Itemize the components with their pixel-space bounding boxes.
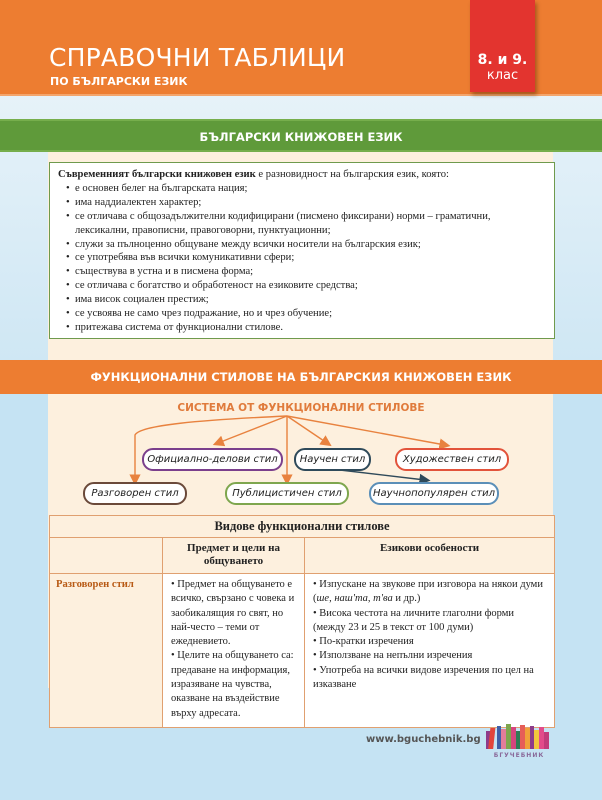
arrow-scientific-to-popular [340,470,425,480]
publisher-logo [484,722,558,762]
feature-item: • По-кратки изречения [313,636,414,648]
list-item: • има наддиалектен характер; [66,196,546,210]
literary-language-box [49,162,555,339]
section-heading-functional-styles: ФУНКЦИОНАЛНИ СТИЛОВЕ НА БЪЛГАРСКИЯ КНИЖОВЕН ЕЗИК [0,360,602,394]
grade-label: клас [486,68,519,83]
list-item: • притежава система от функционални стилове. [66,321,546,335]
arrow-to-artistic [287,416,445,445]
row-style-name: Разговорен стил [50,574,163,728]
feature-text: • Изпускане на звукове при изговора на някои думи ( [313,579,543,605]
feature-item [313,578,548,607]
list-item: • е основен белег на българската нация; [66,182,546,196]
list-item: • се отличава с общозадължителни кодифицирани (писмено фиксирани) норми – граматични, лексикални, правописни, правоговорни, пунктуационни; [66,210,546,238]
styles-table [49,515,555,728]
page-title: СПРАВОЧНИ ТАБЛИЦИ [49,43,346,72]
subject-item: • Предмет на общуването е всичко, свързано с човека и заобикалящия го свят, но най-често – теми от ежедневието. [171,579,295,648]
logo-text: БГУЧЕБНИК [493,752,545,759]
feature-text: и др.) [392,593,421,605]
node-publicistic-style: Публицистичен стил [225,482,349,505]
lead-bold: Съвременният български книжовен език [58,169,256,180]
table-row [50,574,555,728]
grade-number: 8. и 9. [477,52,528,68]
list-item: • служи за пълноценно общуване между всички носители на българския език; [66,238,546,252]
list-item: • се отличава с богатство и обработеност на езиковите средства; [66,279,546,293]
feature-item: • Употреба на всички видове изречения по цел на изказване [313,664,534,691]
goals-item: • Целите на общуването са: предаване на информация, изразяване на чувства, оказване на въздействие върху адресата. [171,650,294,719]
feature-examples: ше, наш'та, т'ва [316,593,393,605]
list-item: • съществува в устна и в писмена форма; [66,265,546,279]
list-item: • има висок социален престиж; [66,293,546,307]
publisher-url[interactable]: www.bguchebnik.bg [366,734,481,745]
subject-goals-cell [163,574,305,728]
grade-badge [470,0,535,92]
feature-item: • Използване на непълни изречения [313,650,473,662]
column-header-empty [50,538,163,574]
diagram-root: СИСТЕМА ОТ ФУНКЦИОНАЛНИ СТИЛОВЕ [177,402,425,414]
column-header-subject: Предмет и цели на общуването [163,538,305,574]
list-item: • се употребява във всички комуникативни сфери; [66,251,546,265]
page-subtitle: ПО БЪЛГАРСКИ ЕЗИК [50,75,188,88]
node-popular-science-style: Научнопопулярен стил [369,482,499,505]
list-item: • се усвоява не само чрез подражание, но и чрез обучение; [66,307,546,321]
node-colloquial-style: Разговорен стил [83,482,187,505]
feature-item: • Висока честота на личните глаголни форми (между 23 и 25 в текст от 100 думи) [313,607,514,633]
node-official-style: Официално-делови стил [142,448,283,471]
lead-rest: е разновидност на българския език, която: [255,169,449,180]
table-caption: Видове функционални стилове [50,516,555,538]
characteristics-list [58,182,546,335]
column-header-features: Езикови особености [305,538,555,574]
node-scientific-style: Научен стил [294,448,371,471]
books-logo-icon [484,722,554,749]
node-artistic-style: Художествен стил [395,448,509,471]
styles-diagram [0,395,602,515]
arrow-to-official [218,416,287,443]
lead-sentence [58,168,546,182]
section-heading-literary-language: БЪЛГАРСКИ КНИЖОВЕН ЕЗИК [0,119,602,152]
features-cell [305,574,555,728]
